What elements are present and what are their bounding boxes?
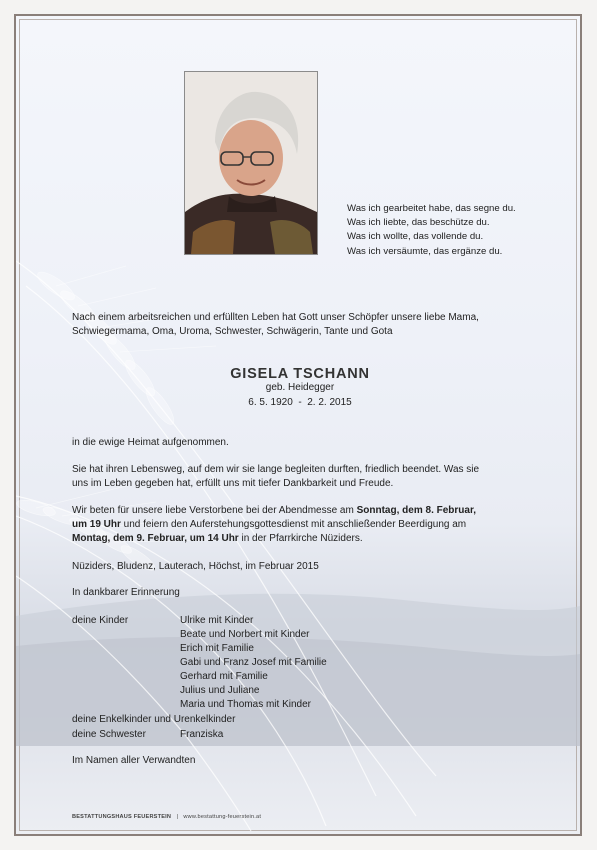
footer-separator: | [176, 814, 179, 820]
intro-line: Schwiegermama, Oma, Uroma, Schwester, Schwägerin, Tante und Gota [72, 326, 393, 338]
kinder-list [180, 614, 327, 712]
schwester-name: Franziska [180, 729, 224, 740]
paragraph-line [72, 518, 476, 532]
list-item: Ulrike mit Kinder [180, 615, 254, 626]
heimat-text: in die ewige Heimat aufgenommen. [72, 437, 229, 448]
deceased-name: GISELA TSCHANN [230, 366, 370, 382]
verse-block [347, 202, 516, 259]
paragraph-line [72, 532, 476, 546]
company-name: BESTATTUNGSHAUS FEUERSTEIN [72, 814, 172, 820]
list-item: Gabi und Franz Josef mit Familie [180, 657, 327, 668]
verse-line: Was ich liebte, das beschütze du. [347, 217, 490, 229]
kinder-label: deine Kinder [72, 615, 129, 626]
portrait-photo [184, 71, 318, 255]
verwandte-text: Im Namen aller Verwandten [72, 755, 196, 766]
enkel-text: deine Enkelkinder und Urenkelkinder [72, 714, 236, 725]
life-dates: 6. 5. 1920 - 2. 2. 2015 [248, 397, 352, 408]
list-item: Erich mit Familie [180, 643, 254, 654]
list-item: Beate und Norbert mit Kinder [180, 629, 310, 640]
places-text: Nüziders, Bludenz, Lauterach, Höchst, im Februar 2015 [72, 561, 319, 572]
list-item: Gerhard mit Familie [180, 671, 268, 682]
paragraph-line: uns im Leben gegeben hat, erfüllt uns mit tiefer Dankbarkeit und Freude. [72, 478, 394, 490]
company-url: www.bestattung-feuerstein.at [183, 814, 262, 820]
verse-line: Was ich gearbeitet habe, das segne du. [347, 203, 516, 214]
list-item: Maria und Thomas mit Kinder [180, 699, 311, 710]
intro-line: Nach einem arbeitsreichen und erfüllten Leben hat Gott unser Schöpfer unsere liebe Mama, [72, 312, 479, 323]
service-date-monday: Montag, dem 9. Februar, um 14 Uhr [72, 533, 239, 545]
paragraph-service [72, 504, 476, 547]
service-time-sunday: um 19 Uhr [72, 519, 121, 531]
schwester-label: deine Schwester [72, 729, 146, 740]
verse-line: Was ich versäumte, das ergänze du. [347, 245, 503, 257]
service-text: Wir beten für unsere liebe Verstorbene bei der Abendmesse am [72, 505, 357, 516]
service-date-sunday: Sonntag, dem 8. Februar, [356, 505, 477, 516]
paragraph-line: Sie hat ihren Lebensweg, auf dem wir sie lange begleiten durften, friedlich beendet. Was sie [72, 464, 480, 475]
obituary-sheet [14, 14, 582, 836]
verse-line: Was ich wollte, das vollende du. [347, 231, 484, 243]
service-text: in der Pfarrkirche Nüziders. [238, 533, 363, 545]
service-text: und feiern den Auferstehungsgottesdienst mit anschließender Beerdigung am [120, 519, 467, 531]
paragraph-lebensweg [72, 463, 479, 491]
paragraph-line [72, 504, 476, 518]
list-item: Julius und Juliane [180, 685, 260, 696]
footer [72, 814, 261, 820]
dankbar-text: In dankbarer Erinnerung [72, 587, 180, 598]
intro-text [72, 311, 479, 339]
maiden-name: geb. Heidegger [265, 382, 335, 393]
